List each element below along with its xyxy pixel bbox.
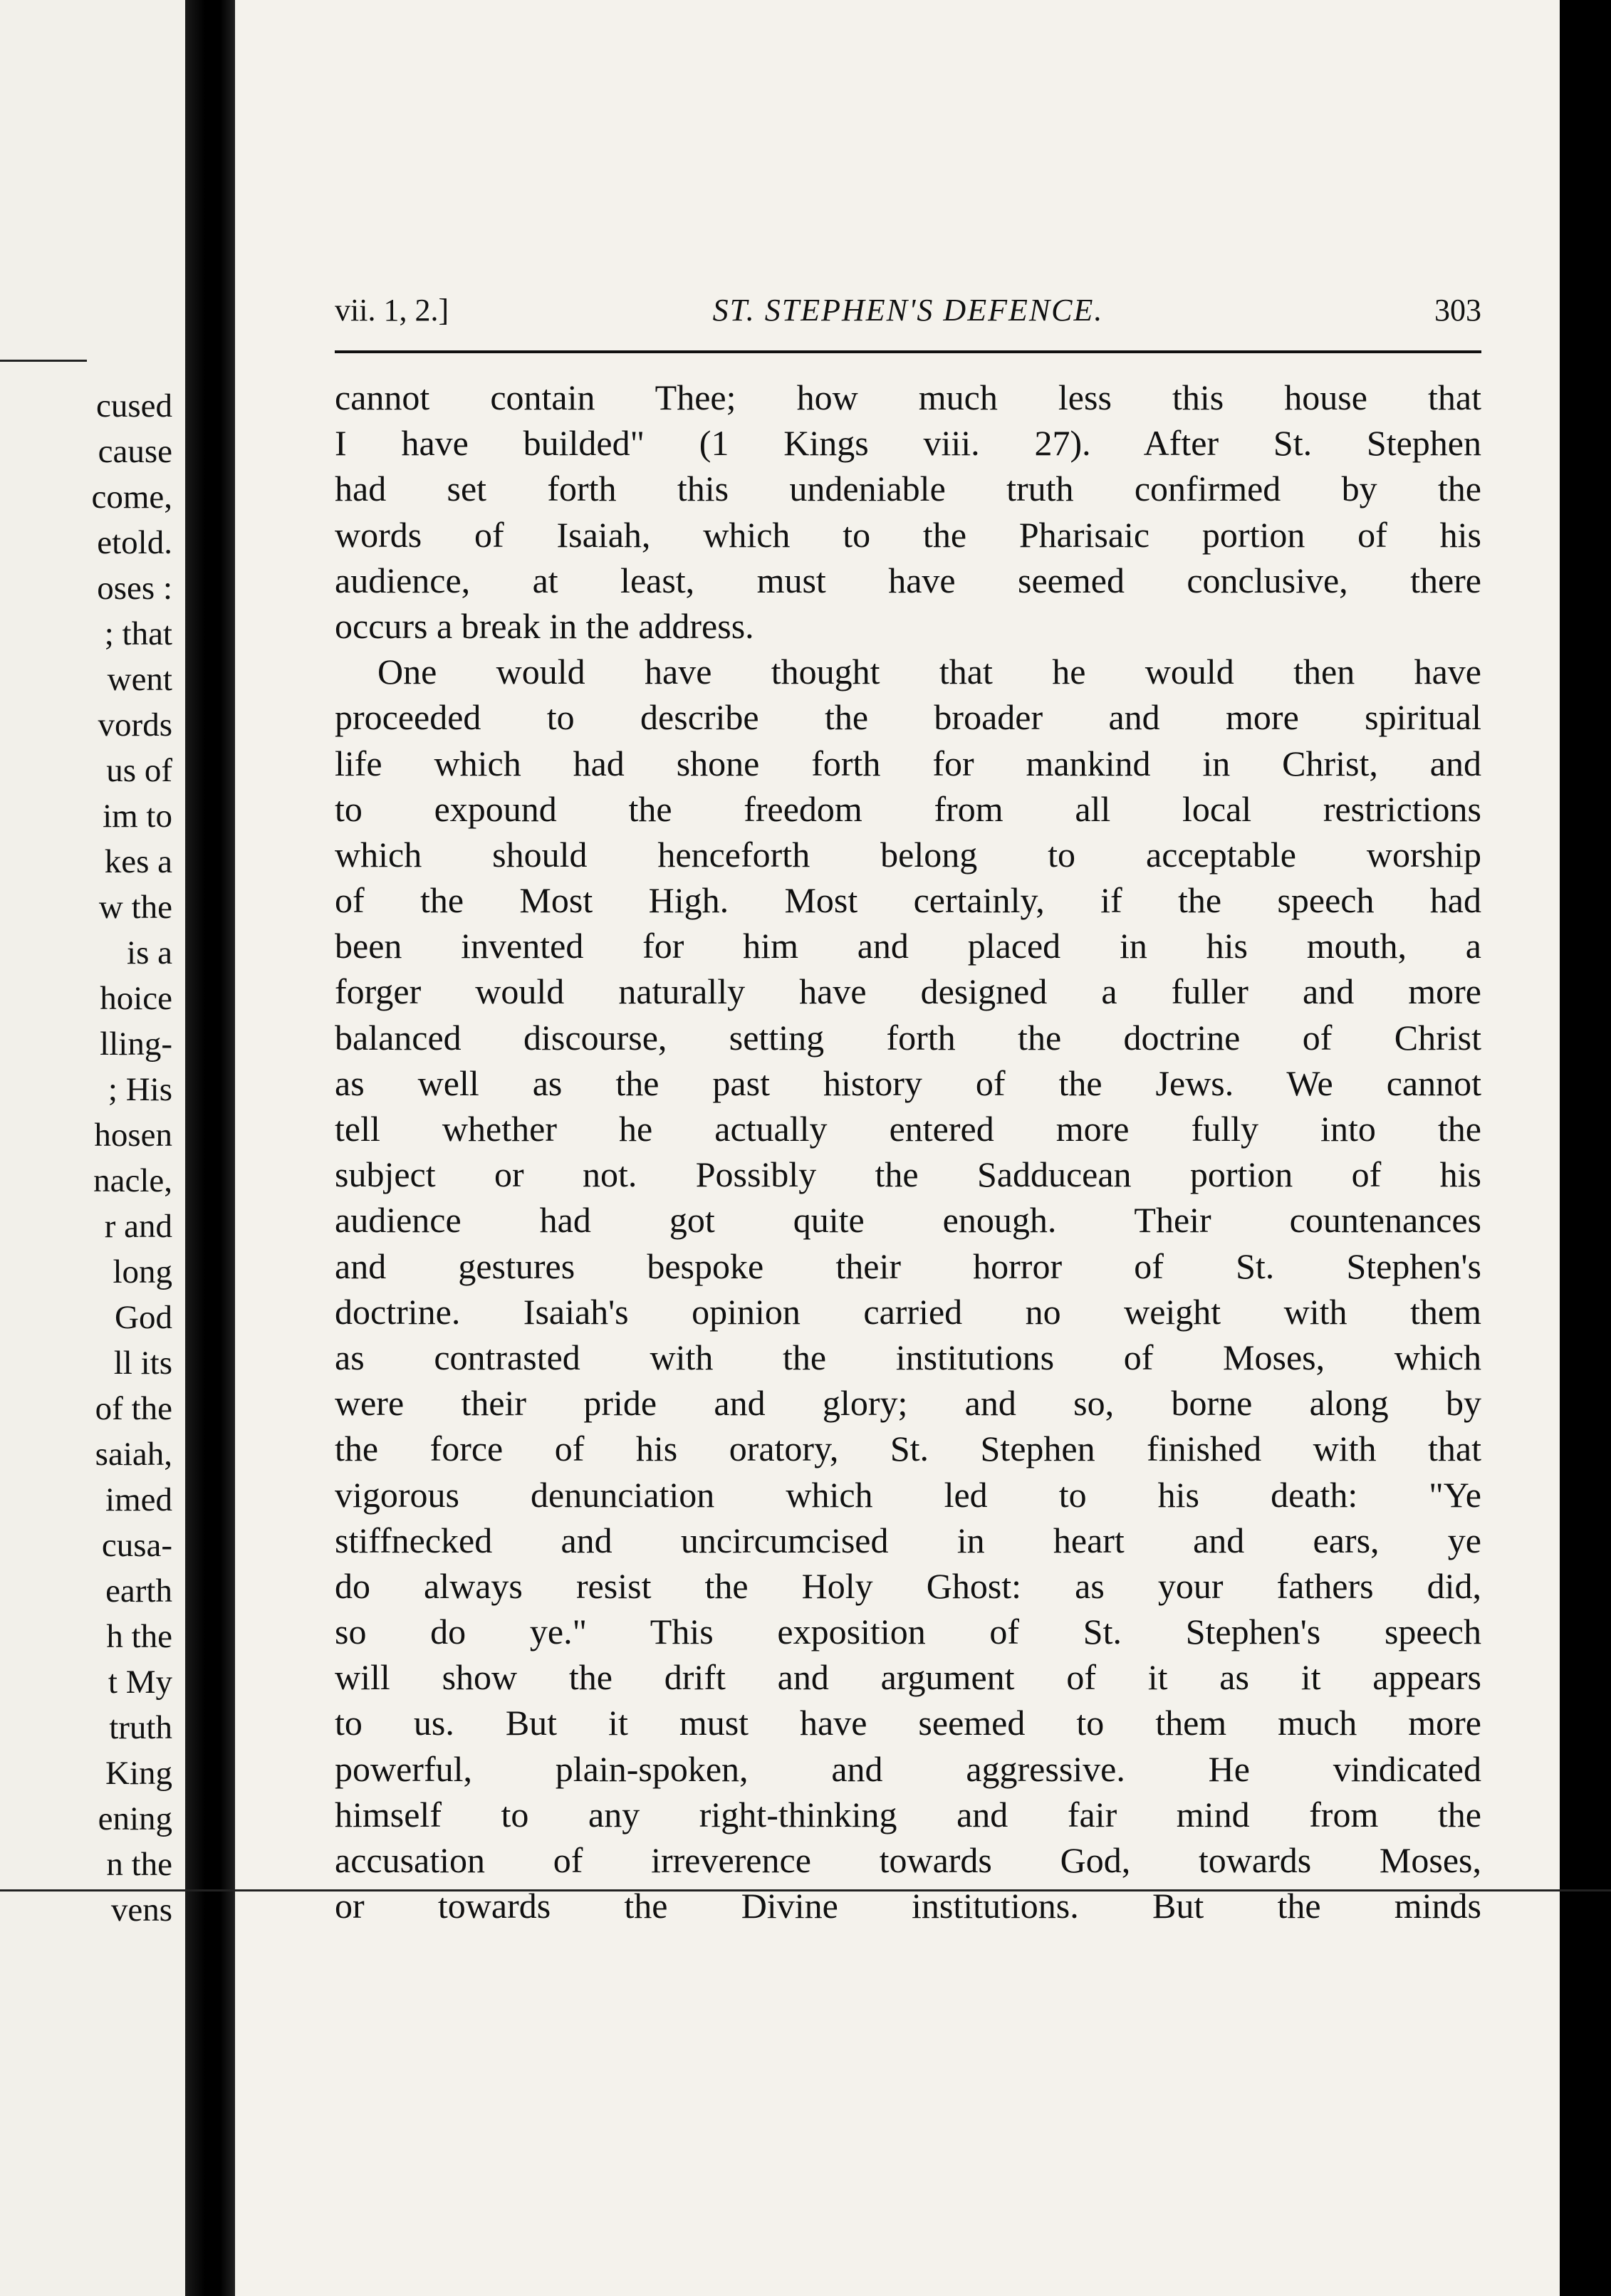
chapter-verse-reference: vii. 1, 2.]: [335, 293, 449, 328]
left-page-line: hoice: [100, 980, 172, 1017]
left-page-line: of the: [95, 1390, 172, 1427]
left-page-line: went: [107, 661, 172, 698]
left-page-line: King: [105, 1755, 172, 1792]
left-page-line: long: [113, 1253, 172, 1290]
left-page-line: ening: [98, 1800, 172, 1837]
left-page-line: hosen: [94, 1117, 172, 1154]
text-line: subject or not. Possibly the Sadducean portion of his: [335, 1154, 1481, 1195]
page-number: 303: [1434, 293, 1481, 328]
left-page-line: ; that: [104, 615, 172, 652]
left-page-line: truth: [109, 1709, 172, 1746]
text-line: balanced discourse, setting forth the doctrine of Christ: [335, 1017, 1481, 1058]
text-line: and gestures bespoke their horror of St. Stephen's: [335, 1246, 1481, 1286]
text-line: do always resist the Holy Ghost: as your fathers did,: [335, 1565, 1481, 1606]
left-page-line: ll its: [113, 1345, 172, 1382]
left-page-rule: [0, 360, 87, 362]
text-line: proceeded to describe the broader and more spiritual: [335, 697, 1481, 738]
left-page-line: r and: [104, 1208, 172, 1245]
text-line: audience, at least, must have seemed conclusive, there: [335, 560, 1481, 600]
text-line: life which had shone forth for mankind in Christ, and: [335, 743, 1481, 783]
text-line: tell whether he actually entered more fully into the: [335, 1109, 1481, 1149]
text-line: been invented for him and placed in his mouth, a: [335, 926, 1481, 966]
text-line: stiffnecked and uncircumcised in heart and ears, ye: [335, 1520, 1481, 1560]
left-page-line: is a: [127, 934, 172, 971]
text-line: cannot contain Thee; how much less this house that: [335, 377, 1481, 417]
text-line: which should henceforth belong to acceptable worship: [335, 834, 1481, 875]
text-line: vigorous denunciation which led to his death: "Ye: [335, 1474, 1481, 1515]
right-page: [235, 0, 1560, 2296]
text-line: the force of his oratory, St. Stephen finished with that: [335, 1429, 1481, 1469]
left-page-line: nacle,: [93, 1162, 172, 1199]
text-line: were their pride and glory; and so, borne along by: [335, 1383, 1481, 1424]
text-line: or towards the Divine institutions. But the minds: [335, 1886, 1481, 1926]
text-line: occurs a break in the address.: [335, 605, 754, 646]
text-line: himself to any right-thinking and fair mind from the: [335, 1794, 1481, 1835]
left-page-line: imed: [105, 1481, 172, 1518]
left-page-line: us of: [106, 752, 172, 789]
left-page-line: kes a: [104, 843, 172, 880]
left-page-line: cause: [98, 433, 172, 470]
text-line: to us. But it must have seemed to them much more: [335, 1703, 1481, 1743]
left-page-line: etold.: [97, 524, 172, 561]
text-line: I have builded" (1 Kings viii. 27). After St. Stephen: [335, 423, 1481, 464]
text-line: will show the drift and argument of it as it appears: [335, 1657, 1481, 1698]
left-page-line: God: [115, 1299, 172, 1336]
body-text: [335, 375, 1481, 1929]
left-page-fragment: [0, 0, 185, 2296]
left-page-line: cused: [95, 387, 172, 424]
left-page-line: cusa-: [101, 1527, 172, 1564]
text-line: as well as the past history of the Jews. We cannot: [335, 1063, 1481, 1103]
text-line: of the Most High. Most certainly, if the speech had: [335, 880, 1481, 921]
right-page-edge: [1560, 0, 1611, 2296]
left-page-line: oses :: [97, 570, 172, 607]
text-line: One would have thought that he would then have: [377, 652, 1481, 692]
left-page-line: saiah,: [95, 1436, 172, 1473]
left-page-line: vords: [98, 706, 172, 743]
text-line: forger would naturally have designed a fuller and more: [335, 971, 1481, 1012]
text-line: as contrasted with the institutions of Moses, which: [335, 1337, 1481, 1377]
left-page-line: lling-: [100, 1026, 172, 1063]
left-page-line: im to: [103, 798, 172, 835]
running-title: ST. STEPHEN'S DEFENCE.: [712, 293, 1104, 328]
text-line: to expound the freedom from all local restrictions: [335, 788, 1481, 829]
text-line: powerful, plain-spoken, and aggressive. He vindicated: [335, 1748, 1481, 1789]
header-rule: [335, 350, 1481, 353]
text-line: had set forth this undeniable truth confirmed by the: [335, 469, 1481, 509]
left-page-line: ; His: [108, 1071, 172, 1108]
book-gutter: [185, 0, 235, 2296]
left-page-line: vens: [110, 1891, 172, 1929]
left-page-line: h the: [106, 1618, 172, 1655]
left-page-line: earth: [105, 1572, 172, 1609]
text-line: words of Isaiah, which to the Pharisaic portion of his: [335, 514, 1481, 555]
text-line: audience had got quite enough. Their countenances: [335, 1200, 1481, 1241]
left-page-line: n the: [106, 1846, 172, 1883]
scan-artifact-line: [0, 1889, 1611, 1891]
left-page-line: come,: [91, 479, 172, 516]
running-header: [335, 292, 1481, 342]
text-line: so do ye." This exposition of St. Stephen's speech: [335, 1612, 1481, 1652]
left-page-line: w the: [98, 889, 172, 926]
text-line: accusation of irreverence towards God, towards Moses,: [335, 1840, 1481, 1880]
left-page-line: t My: [108, 1664, 172, 1701]
text-line: doctrine. Isaiah's opinion carried no weight with them: [335, 1291, 1481, 1332]
